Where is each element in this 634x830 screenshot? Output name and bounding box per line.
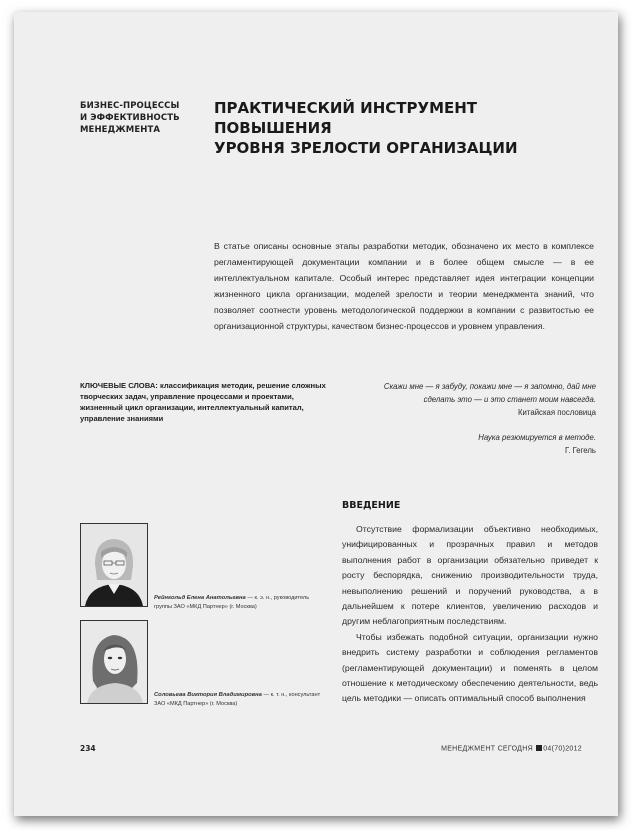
intro-body bbox=[342, 522, 598, 707]
author-details: — к. т. н., консультант ЗАО «МКД Партнер» (г. Москва) bbox=[154, 692, 321, 707]
article-abstract: В статье описаны основные этапы разработки методик, обозначено их место в комплексе регламентирующей документации компании и в более общем смысле — в ее интеллектуальном капитале. Особый интерес представляет идея интеграции концепции жизненного цикла организации, моделей зрелости и теории менеджмента знаний, что позволяет соотнести уровень методологической поддержки в компании с развитостью ее организационной структуры, качеством бизнес-процессов и уровнем управления. bbox=[214, 241, 594, 331]
magazine-name: МЕНЕДЖМЕНТ СЕГОДНЯ bbox=[441, 745, 533, 753]
epigraph-text: Скажи мне — я забуду, покажи мне — я запомню, дай мне сделать это — и это станет моим навсегда. bbox=[383, 382, 596, 404]
epigraph-author: Китайская пословица bbox=[517, 408, 596, 417]
intro-paragraph: Отсутствие формализации объективно необходимых, унифицированных и прозрачных правил и методов выполнения работ в организации обязательно приведет к росту беспорядка, снижению производительности труда, невыполнению решений и поручений руководства, а в дальнейшем к потере клиентов, увеличению расходов и другим неблагоприятным последствиям. bbox=[342, 524, 598, 627]
author-name: Рейнгольд Елена Анатольевна bbox=[154, 595, 246, 601]
magazine-footer bbox=[441, 745, 582, 753]
author-name: Соловьева Виктория Владимировна bbox=[154, 692, 262, 698]
epigraph-author: Г. Гегель bbox=[564, 446, 596, 455]
magazine-page bbox=[14, 12, 618, 816]
article-title: ПРАКТИЧЕСКИЙ ИНСТРУМЕНТ ПОВЫШЕНИЯ УРОВНЯ ЗРЕЛОСТИ ОРГАНИЗАЦИИ bbox=[214, 99, 518, 157]
issue-number: 04(70)2012 bbox=[543, 745, 582, 753]
portrait-image bbox=[81, 524, 147, 606]
author-photo-1 bbox=[80, 523, 148, 607]
intro-heading: ВВЕДЕНИЕ bbox=[342, 500, 401, 511]
epigraph-1 bbox=[344, 380, 596, 419]
epigraph-2 bbox=[344, 431, 596, 457]
square-bullet-icon bbox=[536, 745, 542, 751]
section-label: БИЗНЕС-ПРОЦЕССЫ И ЭФФЕКТИВНОСТЬ МЕНЕДЖМЕНТА bbox=[80, 101, 180, 135]
epigraph-text: Наука резюмируется в методе. bbox=[478, 433, 596, 442]
portrait-image bbox=[81, 621, 147, 703]
keywords: КЛЮЧЕВЫЕ СЛОВА: классификация методик, решение сложных творческих задач, управление процессами и проектами, жизненный цикл организации, интеллектуальный капитал, управление знаниями bbox=[80, 381, 326, 423]
author-caption-2 bbox=[154, 691, 324, 709]
author-photo-2 bbox=[80, 620, 148, 704]
author-details: — к. э. н., руководитель группы ЗАО «МКД Партнер» (г. Москва) bbox=[154, 595, 310, 610]
author-caption-1 bbox=[154, 594, 324, 612]
epigraphs bbox=[344, 380, 596, 457]
page-number: 234 bbox=[80, 744, 96, 753]
intro-paragraph: Чтобы избежать подобной ситуации, организации нужно внедрить систему разработки и соблюдения регламентов (регламентирующей документации) и поменять в целом отношение к методическому обеспечению деятельности, ведь цель методики — описать оптимальный способ выполнения bbox=[342, 631, 598, 704]
